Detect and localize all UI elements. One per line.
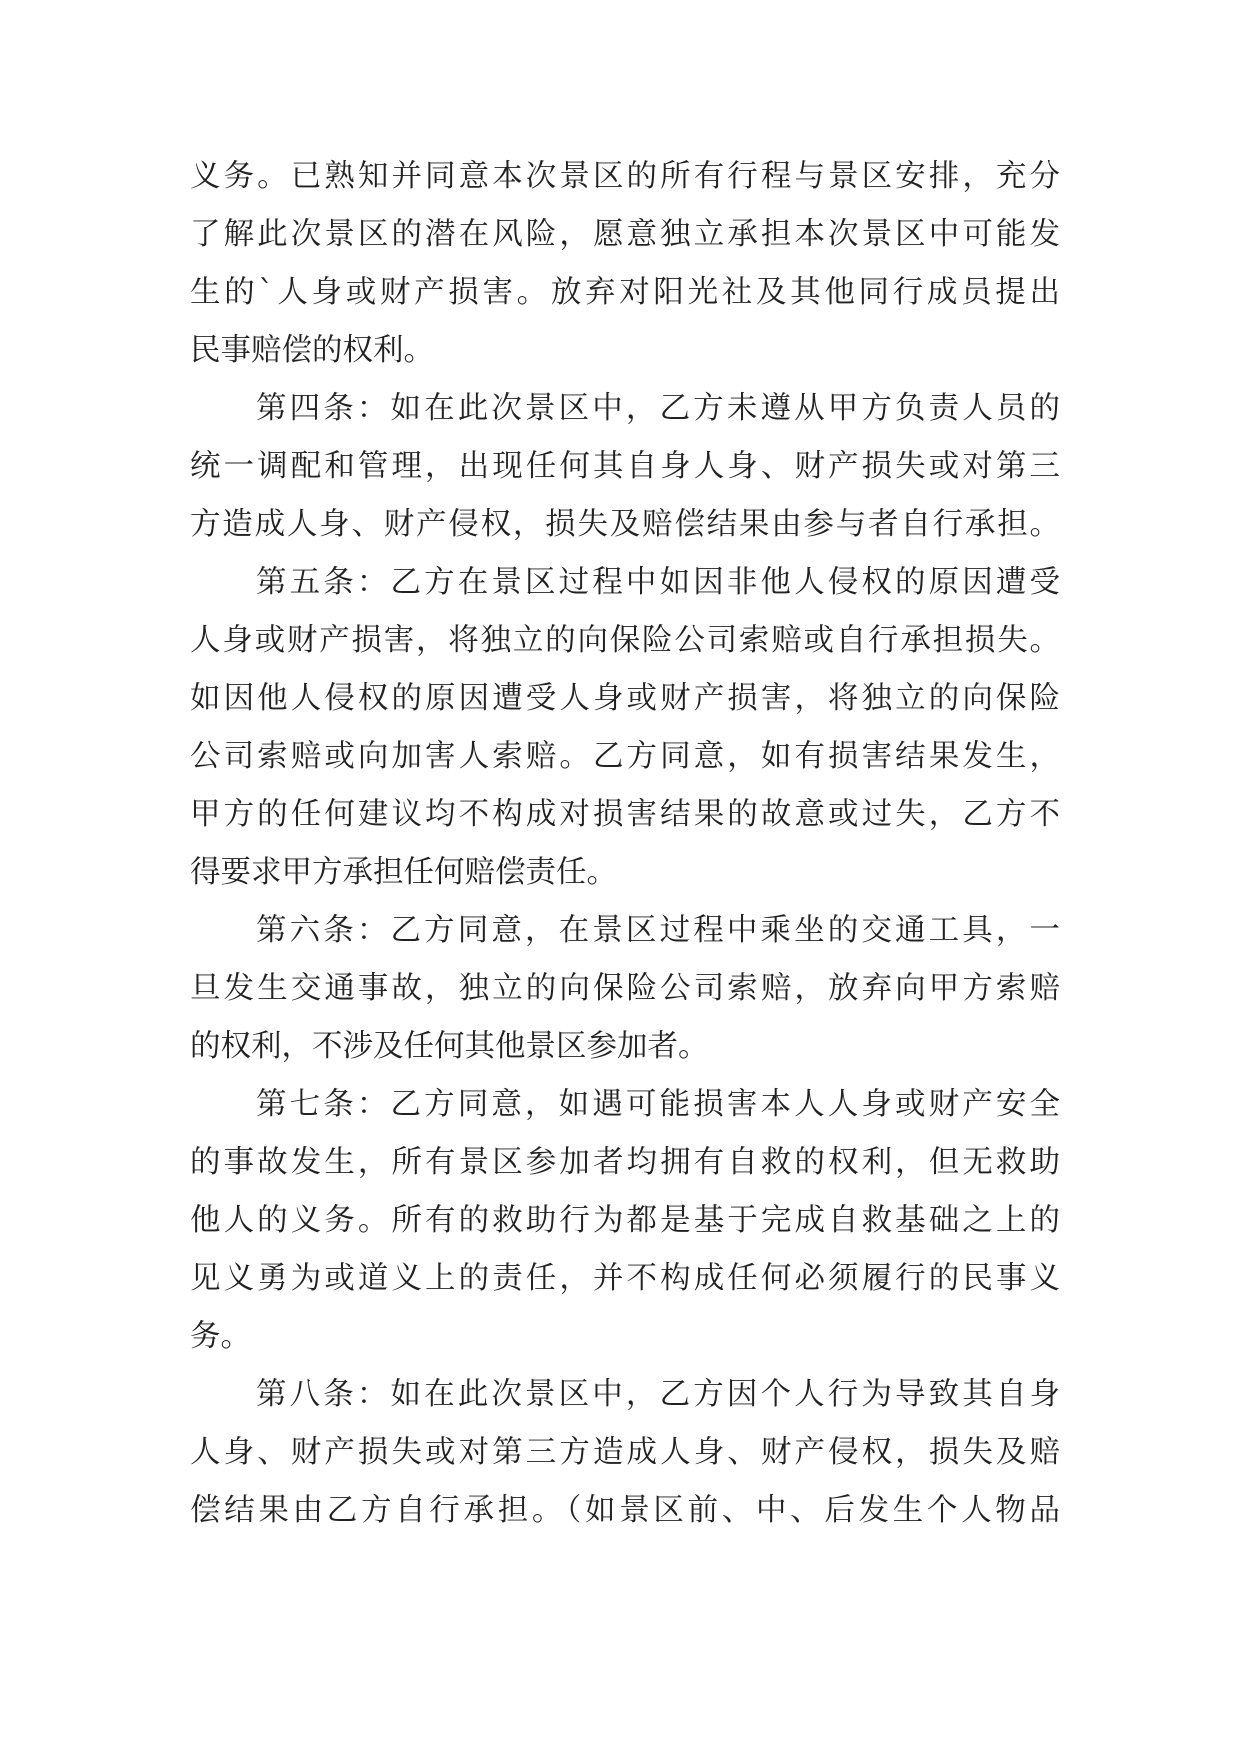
text-line: 统一调配和管理，出现任何其自身人身、财产损失或对第三 [190,449,1060,484]
clause-8-first-line: 第八条：如在此次景区中，乙方因个人行为导致其自身 [256,1377,1060,1412]
text-line: 他人的义务。所有的救助行为都是基于完成自救基础之上的 [190,1203,1060,1238]
document-body [190,157,1060,1549]
text-line: 生的`人身或财产损害。放弃对阳光社及其他同行成员提出 [190,275,1060,310]
text-line: 人身、财产损失或对第三方造成人身、财产侵权，损失及赔 [190,1435,1060,1470]
text-line: 甲方的任何建议均不构成对损害结果的故意或过失，乙方不 [190,797,1060,832]
text-line: 旦发生交通事故，独立的向保险公司索赔，放弃向甲方索赔 [190,971,1060,1006]
text-line: 如因他人侵权的原因遭受人身或财产损害，将独立的向保险 [190,681,1060,716]
text-line: 义务。已熟知并同意本次景区的所有行程与景区安排，充分 [190,159,1060,194]
text-line: 方造成人身、财产侵权，损失及赔偿结果由参与者自行承担。 [190,507,1060,542]
text-line: 民事赔偿的权利。 [190,333,434,368]
clause-5-first-line: 第五条：乙方在景区过程中如因非他人侵权的原因遭受 [256,565,1060,600]
clause-6-first-line: 第六条：乙方同意，在景区过程中乘坐的交通工具，一 [256,913,1060,948]
text-line: 的事故发生，所有景区参加者均拥有自救的权利，但无救助 [190,1145,1060,1180]
clause-4-first-line: 第四条：如在此次景区中，乙方未遵从甲方负责人员的 [256,391,1060,426]
text-line: 的权利，不涉及任何其他景区参加者。 [190,1029,709,1064]
text-line: 偿结果由乙方自行承担。（如景区前、中、后发生个人物品 [190,1493,1060,1528]
clause-7-first-line: 第七条：乙方同意，如遇可能损害本人人身或财产安全 [256,1087,1060,1122]
text-line: 了解此次景区的潜在风险，愿意独立承担本次景区中可能发 [190,217,1060,252]
text-line: 人身或财产损害，将独立的向保险公司索赔或自行承担损失。 [190,623,1060,658]
text-line: 务。 [190,1319,251,1354]
text-line: 见义勇为或道义上的责任，并不构成任何必须履行的民事义 [190,1261,1060,1296]
text-line: 得要求甲方承担任何赔偿责任。 [190,855,617,890]
text-line: 公司索赔或向加害人索赔。乙方同意，如有损害结果发生， [190,739,1060,774]
